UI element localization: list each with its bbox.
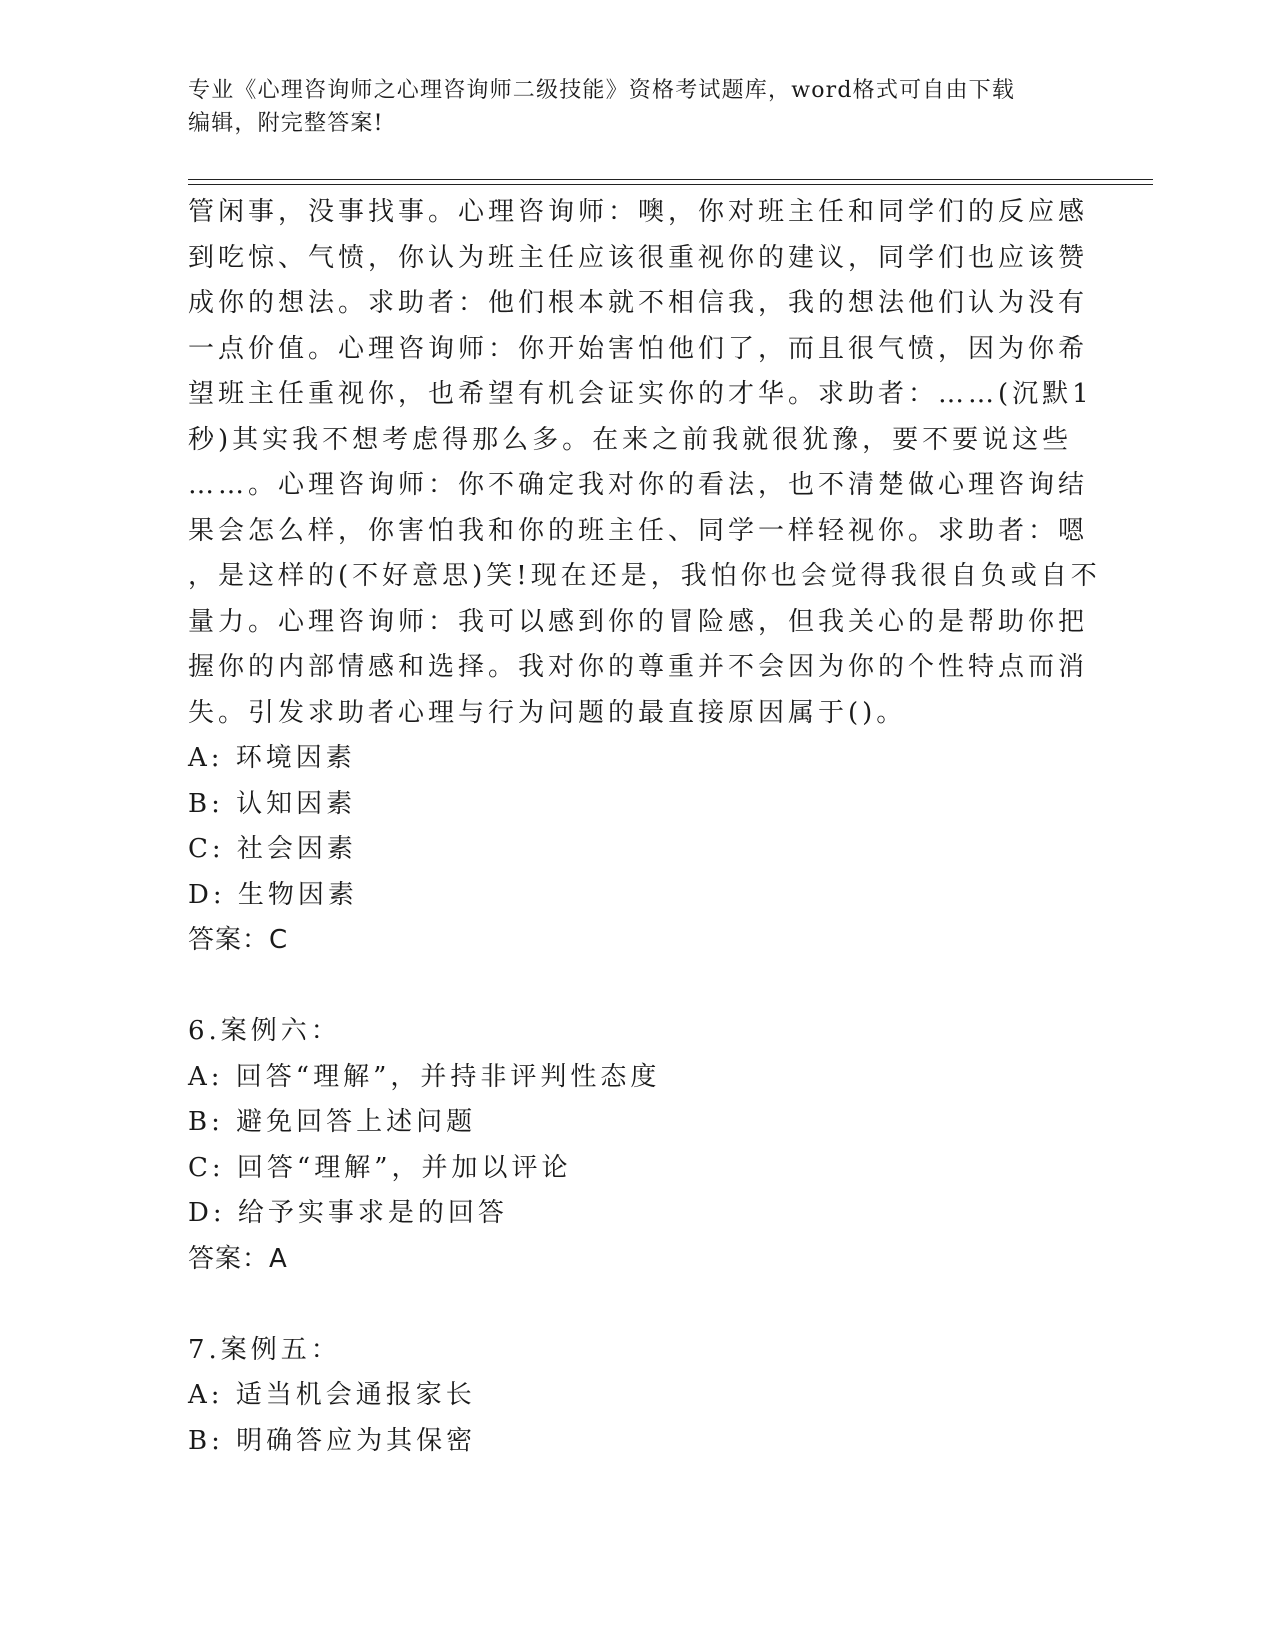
header-divider-top [188,179,1153,180]
stem-line: 到吃惊、气愤，你认为班主任应该很重视你的建议，同学们也应该赞 [188,242,1089,273]
page-header [188,74,1088,140]
stem-line: ……。心理咨询师：你不确定我对你的看法，也不清楚做心理咨询结 [188,470,1089,500]
question-5-stem [188,190,1101,736]
stem-line: 成你的想法。求助者：他们根本就不相信我，我的想法他们认为没有 [188,288,1089,318]
header-title-line-2: 编辑，附完整答案! [188,111,384,136]
header-divider-bottom [188,184,1153,185]
question-6 [188,1009,1078,1282]
answer-line: 答案：A [188,1243,288,1274]
option-b: B: 避免回答上述问题 [188,1107,477,1137]
stem-line: ，是这样的(不好意思)笑!现在还是，我怕你也会觉得我很自负或自不 [188,561,1101,591]
stem-line: 果会怎么样，你害怕我和你的班主任、同学一样轻视你。求助者：嗯 [188,515,1089,546]
stem-line: 一点价值。心理咨询师：你开始害怕他们了，而且很气愤，因为你希 [188,333,1089,364]
stem-line: 管闲事，没事找事。心理咨询师：噢，你对班主任和同学们的反应感 [188,197,1089,227]
option-a: A: 适当机会通报家长 [188,1380,476,1410]
stem-line: 失。引发求助者心理与行为问题的最直接原因属于()。 [188,697,907,728]
option-c: C: 社会因素 [188,834,357,864]
option-b: B: 认知因素 [188,788,357,819]
header-title-line-1: 专业《心理咨询师之心理咨询师二级技能》资格考试题库，word格式可自由下载 [188,78,1016,103]
option-b: B: 明确答应为其保密 [188,1425,477,1456]
stem-line: 量力。心理咨询师：我可以感到你的冒险感，但我关心的是帮助你把 [188,606,1089,637]
stem-line: 握你的内部情感和选择。我对你的尊重并不会因为你的个性特点而消 [188,652,1089,682]
stem-line: 秒)其实我不想考虑得那么多。在来之前我就很犹豫，要不要说这些 [188,424,1073,455]
question-title: 7.案例五： [188,1334,341,1365]
option-c: C: 回答“理解”，并加以评论 [188,1152,572,1183]
spacer [188,1282,1078,1328]
option-a: A: 回答“理解”，并持非评判性态度 [188,1061,661,1092]
question-title: 6.案例六： [188,1016,341,1046]
document-body [188,190,1101,1464]
question-7 [188,1328,1078,1465]
stem-line: 望班主任重视你，也希望有机会证实你的才华。求助者：……(沉默1 [188,379,1093,409]
option-d: D: 生物因素 [188,879,358,910]
option-d: D: 给予实事求是的回答 [188,1198,508,1228]
option-a: A: 环境因素 [188,743,356,773]
spacer [188,964,1078,1010]
answer-line: 答案：C [188,925,289,955]
question-5 [188,190,1101,964]
